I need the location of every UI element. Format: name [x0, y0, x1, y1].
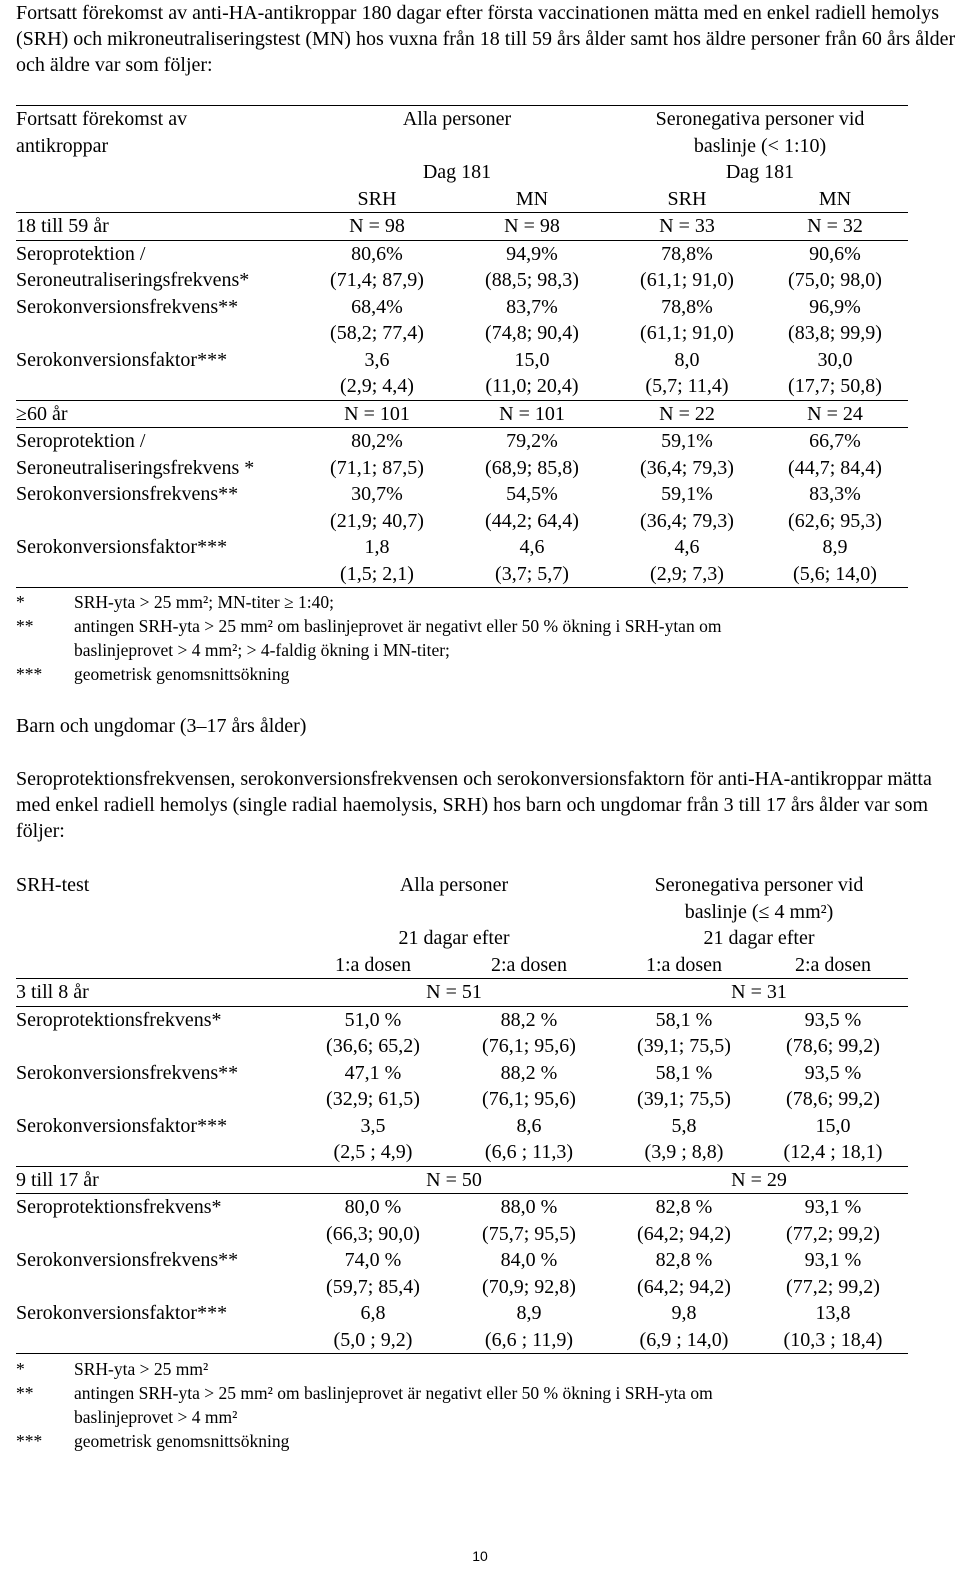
footnote-marker: **	[16, 1383, 34, 1403]
value-cell: 96,9% (83,8; 99,9)	[788, 295, 882, 344]
value-cell: 88,0 % (75,7; 95,5)	[482, 1196, 576, 1245]
header-dose: 2:a dosen	[794, 953, 872, 976]
value-cell: 54,5% (44,2; 64,4)	[485, 483, 579, 532]
table-row	[16, 1247, 908, 1300]
table-row	[16, 428, 908, 482]
group-label: 18 till 59 år	[16, 213, 302, 241]
footnote-marker: *	[16, 592, 25, 612]
table-header-row	[16, 925, 908, 952]
footnote-marker: **	[16, 616, 34, 636]
value-cell: 4,6 (3,7; 5,7)	[452, 534, 612, 588]
row-label: Serokonversionsfaktor***	[16, 1113, 298, 1167]
value-cell: 79,2% (68,9; 85,8)	[485, 430, 579, 479]
header-label: SRH-test	[16, 874, 90, 896]
n-cell: N = 51	[298, 979, 610, 1007]
footnote-text: antingen SRH-yta > 25 mm² om baslinjeprovet är negativt eller 50 % ökning i SRH-ytan om baslinjeprovet > 4 mm²; > 4-faldig ökning i MN-titer;	[74, 616, 722, 660]
footnote-marker: ***	[16, 664, 43, 684]
value-cell: 66,7% (44,7; 84,4)	[788, 430, 882, 479]
footnote-text: geometrisk genomsnittsökning	[74, 664, 290, 684]
page-number: 10	[472, 1548, 488, 1564]
n-cell: N = 22	[612, 400, 762, 428]
header-days-all: 21 dagar efter	[398, 927, 510, 949]
header-dose: 2:a dosen	[490, 953, 568, 976]
n-cell: N = 98	[452, 213, 612, 241]
value-cell: 8,0 (5,7; 11,4)	[612, 347, 762, 401]
table-row	[16, 347, 908, 401]
value-cell: 80,2% (71,1; 87,5)	[330, 430, 424, 479]
footnotes-table1	[16, 590, 916, 686]
row-label: Serokonversionsfaktor***	[16, 347, 302, 401]
value-cell: 68,4% (58,2; 77,4)	[330, 295, 424, 344]
n-cell: N = 98	[302, 213, 452, 241]
table-header-row	[16, 872, 908, 925]
value-cell: 4,6 (2,9; 7,3)	[612, 534, 762, 588]
value-cell: 82,8 % (64,2; 94,2)	[637, 1196, 731, 1245]
row-label: Serokonversionsfrekvens**	[16, 1249, 239, 1271]
value-cell: 8,9 (5,6; 14,0)	[762, 534, 908, 588]
children-srh-table	[16, 872, 908, 1354]
value-cell: 51,0 % (36,6; 65,2)	[326, 1008, 420, 1057]
value-cell: 47,1 % (32,9; 61,5)	[326, 1061, 420, 1110]
value-cell: 58,1 % (39,1; 75,5)	[637, 1008, 731, 1057]
value-cell: 6,8 (5,0 ; 9,2)	[298, 1300, 448, 1354]
value-cell: 74,0 % (59,7; 85,4)	[326, 1249, 420, 1298]
value-cell: 59,1% (36,4; 79,3)	[640, 483, 734, 532]
header-srh: SRH	[357, 187, 397, 210]
n-cell: N = 101	[302, 400, 452, 428]
table-row	[16, 240, 908, 294]
value-cell: 83,7% (74,8; 90,4)	[485, 295, 579, 344]
value-cell: 30,0 (17,7; 50,8)	[762, 347, 908, 401]
header-dose: 1:a dosen	[645, 953, 723, 976]
group-label: 3 till 8 år	[16, 979, 298, 1007]
value-cell: 15,0 (11,0; 20,4)	[452, 347, 612, 401]
value-cell: 15,0 (12,4 ; 18,1)	[758, 1113, 908, 1167]
value-cell: 83,3% (62,6; 95,3)	[788, 483, 882, 532]
table-row	[16, 1194, 908, 1248]
header-seronegative: Seronegativa personer vid baslinje (< 1:10)	[612, 106, 908, 160]
value-cell: 9,8 (6,9 ; 14,0)	[610, 1300, 758, 1354]
footnotes-table2	[16, 1357, 916, 1453]
group-row	[16, 979, 908, 1007]
value-cell: 3,5 (2,5 ; 4,9)	[298, 1113, 448, 1167]
value-cell: 13,8 (10,3 ; 18,4)	[758, 1300, 908, 1354]
table-row	[16, 1300, 908, 1354]
footnote-marker: *	[16, 1359, 25, 1379]
table-row	[16, 1113, 908, 1167]
table-row	[16, 294, 908, 347]
table-header-row	[16, 186, 908, 213]
row-label: Serokonversionsfaktor***	[16, 1300, 298, 1354]
value-cell: 58,1 % (39,1; 75,5)	[637, 1061, 731, 1110]
footnote-text: geometrisk genomsnittsökning	[74, 1431, 290, 1451]
value-cell: 1,8 (1,5; 2,1)	[302, 534, 452, 588]
row-label: Serokonversionsfrekvens**	[16, 1061, 239, 1084]
section-heading: Barn och ungdomar (3–17 års ålder)	[16, 715, 307, 737]
n-cell: N = 32	[762, 213, 908, 241]
footnote-text: SRH-yta > 25 mm²; MN-titer ≥ 1:40;	[74, 592, 334, 612]
value-cell: 78,8% (61,1; 91,0)	[640, 242, 734, 291]
group-row	[16, 1166, 908, 1194]
n-cell: N = 24	[762, 400, 908, 428]
value-cell: 93,5 % (78,6; 99,2)	[786, 1061, 880, 1110]
header-mn: MN	[515, 187, 549, 210]
header-mn: MN	[818, 187, 852, 210]
footnote-text: antingen SRH-yta > 25 mm² om baslinjeprovet är negativt eller 50 % ökning i SRH-yta om baslinjeprovet > 4 mm²	[74, 1383, 713, 1427]
value-cell: 88,2 % (76,1; 95,6)	[482, 1008, 576, 1057]
value-cell: 93,1 % (77,2; 99,2)	[786, 1196, 880, 1245]
group-row	[16, 400, 908, 428]
n-cell: N = 29	[610, 1166, 908, 1194]
header-all-persons: Alla personer	[399, 874, 509, 896]
intro-paragraph: Fortsatt förekomst av anti-HA-antikroppar 180 dagar efter första vaccinationen mätta med en enkel radiell hemolys (SRH) och mikroneutraliseringstest (MN) hos vuxna från 18 till 59 års ålder samt hos äldre personer från 60 års ålder och äldre var som följer:	[16, 2, 956, 76]
value-cell: 80,0 % (66,3; 90,0)	[326, 1196, 420, 1245]
footnote-text: SRH-yta > 25 mm²	[74, 1359, 209, 1379]
value-cell: 88,2 % (76,1; 95,6)	[482, 1061, 576, 1110]
value-cell: 93,1 % (77,2; 99,2)	[786, 1249, 880, 1298]
group-label: ≥60 år	[16, 400, 302, 428]
value-cell: 30,7% (21,9; 40,7)	[330, 483, 424, 532]
value-cell: 3,6 (2,9; 4,4)	[302, 347, 452, 401]
value-cell: 80,6% (71,4; 87,9)	[330, 242, 424, 291]
n-cell: N = 50	[298, 1166, 610, 1194]
value-cell: 90,6% (75,0; 98,0)	[788, 242, 882, 291]
table-header-row	[16, 159, 908, 186]
persistence-table	[16, 105, 908, 588]
header-seronegative: Seronegativa personer vid baslinje (≤ 4 mm²)	[654, 874, 864, 923]
header-srh: SRH	[667, 187, 707, 210]
table-row	[16, 481, 908, 534]
n-cell: N = 33	[612, 213, 762, 241]
n-cell: N = 101	[452, 400, 612, 428]
n-cell: N = 31	[610, 979, 908, 1007]
header-dose: 1:a dosen	[334, 953, 412, 976]
value-cell: 93,5 % (78,6; 99,2)	[786, 1008, 880, 1057]
table-row	[16, 1060, 908, 1113]
intro-paragraph-children: Seroprotektionsfrekvensen, serokonversionsfrekvensen och serokonversionsfaktorn för anti-HA-antikroppar mätta med enkel radiell hemolys (single radial haemolysis, SRH) hos barn och ungdomar från 3 till 17 års ålder var som följer:	[16, 768, 932, 842]
group-label: 9 till 17 år	[16, 1166, 298, 1194]
header-day-all: Dag 181	[422, 161, 492, 183]
value-cell: 59,1% (36,4; 79,3)	[640, 430, 734, 479]
table-header-row	[16, 952, 908, 979]
header-day-neg: Dag 181	[725, 161, 795, 183]
value-cell: 84,0 % (70,9; 92,8)	[482, 1249, 576, 1298]
header-label: Fortsatt förekomst av antikroppar	[16, 106, 302, 160]
group-row	[16, 213, 908, 241]
table-header-row	[16, 106, 908, 160]
table-row	[16, 534, 908, 588]
value-cell: 78,8% (61,1; 91,0)	[640, 295, 734, 344]
header-days-neg: 21 dagar efter	[703, 927, 815, 949]
footnote-marker: ***	[16, 1431, 43, 1451]
value-cell: 8,9 (6,6 ; 11,9)	[448, 1300, 610, 1354]
table-row	[16, 1006, 908, 1060]
header-all-persons: Alla personer	[302, 106, 612, 160]
row-label: Serokonversionsfaktor***	[16, 534, 302, 588]
row-label: Serokonversionsfrekvens**	[16, 483, 239, 505]
row-label: Seroprotektion / Seroneutraliseringsfrekvens *	[16, 430, 255, 479]
row-label: Seroprotektionsfrekvens*	[16, 1196, 222, 1218]
value-cell: 5,8 (3,9 ; 8,8)	[610, 1113, 758, 1167]
row-label: Seroprotektionsfrekvens*	[16, 1008, 222, 1031]
value-cell: 82,8 % (64,2; 94,2)	[637, 1249, 731, 1298]
value-cell: 94,9% (88,5; 98,3)	[485, 242, 579, 291]
value-cell: 8,6 (6,6 ; 11,3)	[448, 1113, 610, 1167]
row-label: Serokonversionsfrekvens**	[16, 295, 239, 318]
row-label: Seroprotektion / Seroneutraliseringsfrekvens*	[16, 242, 250, 291]
